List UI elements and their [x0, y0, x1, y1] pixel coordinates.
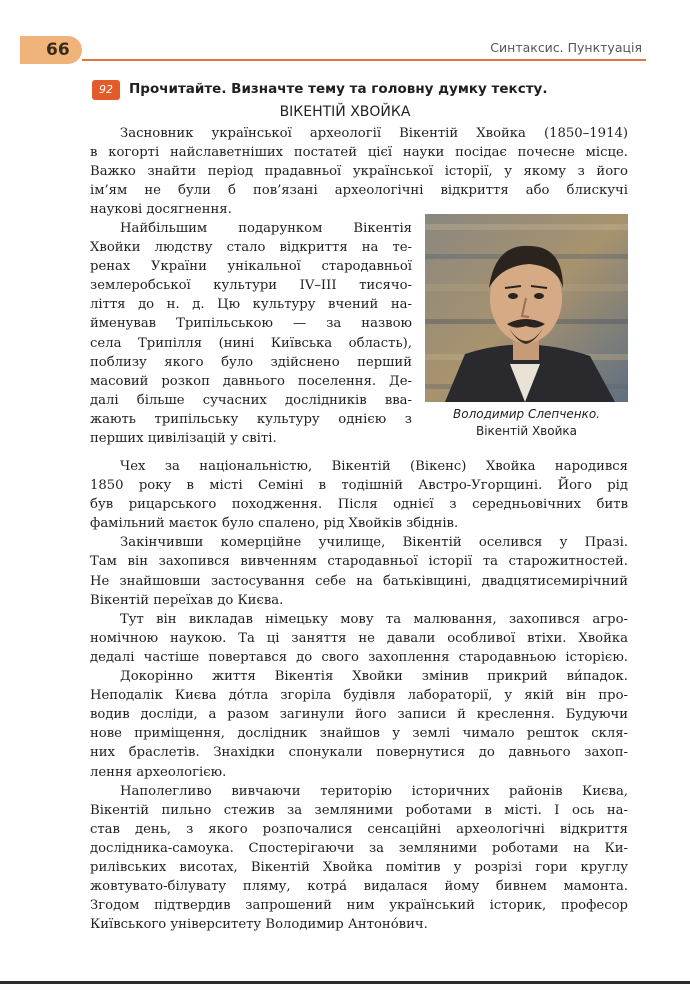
text-line: Засновник української археології Вікентій Хвойка (1850–1914)	[120, 126, 628, 141]
text-line: жають трипільську культуру однією з	[90, 411, 412, 427]
text-line: Згодом підтвердив запрошений ним український історик, професор	[90, 898, 628, 914]
text-line: поблизу якого було здійснено перший	[90, 354, 412, 370]
text-line: Там він захопився вивченням стародавньої історії та старожитностей.	[90, 554, 628, 570]
text-line: наукові досягнення.	[90, 202, 232, 218]
text-line: жовтувато-білувату пляму, котра́ видалася йому бивнем мамонта.	[90, 879, 628, 895]
text-line: перших цивілізацій у світі.	[90, 431, 277, 447]
text-line: рилівських висотах, Вікентій Хвойка помітив у розрізі гори круглу	[90, 859, 628, 875]
task-instruction: Прочитайте. Визначте тему та головну думку тексту.	[129, 81, 548, 97]
page-number-tab	[20, 36, 82, 64]
text-line: Не знайшовши застосування себе на батьківщині, двадцятисемирічний	[90, 573, 628, 589]
text-line: Найбільшим подарунком Вікентія	[120, 221, 412, 236]
portrait-image	[425, 214, 628, 402]
text-line: був рицарського походження. Після однієї з середньовічних битв	[90, 497, 628, 513]
text-title: ВІКЕНТІЙ ХВОЙКА	[279, 104, 411, 120]
text-line: далі більше сучасних дослідників вва-	[90, 392, 412, 408]
caption-author: Володимир Слепченко.	[453, 407, 600, 421]
paragraph-intro	[90, 124, 628, 219]
text-line: став день, з якого розпочалися сенсаційні археологічні відкриття	[90, 821, 628, 837]
paragraphs-biography	[90, 457, 628, 934]
text-line: Вікентій переїхав до Києва.	[90, 592, 284, 608]
text-line: Тут він викладав німецьку мову та малювання, захопився агро-	[120, 611, 628, 627]
text-line: йменував Трипільською — за назвою	[90, 316, 412, 332]
text-line: масовий розкоп давнього поселення. Де-	[90, 373, 412, 389]
text-line: Київського університету Володимир Антоно́вич.	[90, 917, 428, 933]
text-line: Докорінно життя Вікентія Хвойки змінив прикрий ви́падок.	[120, 669, 628, 685]
task-heading	[92, 80, 650, 102]
caption-subject: Вікентій Хвойка	[475, 424, 577, 438]
text-line: 1850 року в місті Семіні в тодішній Австро-Угорщині. Його рід	[90, 478, 628, 494]
task-number-badge: 92	[92, 80, 120, 100]
text-line: них браслетів. Знахідки спонукали повернутися до давнього захоп-	[90, 745, 628, 761]
page-bottom-rule	[0, 981, 690, 984]
text-line: фамільний маєток було спалено, рід Хвойків збіднів.	[90, 516, 459, 532]
text-line: дослідника-самоука. Спостерігаючи за земляними роботами на Ки-	[90, 840, 628, 856]
text-line: нове приміщення, дослідник знайшов у землі чимало решток скля-	[90, 726, 628, 742]
text-line: Наполегливо вивчаючи територію історичних районів Києва,	[120, 783, 628, 799]
portrait-caption	[425, 406, 628, 440]
text-line: в когорті найславетніших постатей цієї науки посідає почесне місце.	[90, 145, 628, 161]
text-line: водив досліди, а разом загинули його записи й креслення. Будуючи	[90, 707, 628, 723]
page-header	[0, 36, 690, 66]
text-line: Хвойки людству стало відкриття на те-	[90, 240, 412, 256]
text-line: Чех за національністю, Вікентій (Вікенс) Хвойка народився	[120, 459, 628, 474]
text-line: лення археологією.	[90, 764, 227, 780]
text-line: номічною наукою. Та ці заняття не давали особливої втіхи. Хвойка	[90, 630, 628, 646]
text-line: ім’ям не були б пов’язані археологічні відкриття або блискучі	[90, 183, 628, 199]
text-line: землеробської культури IV–III тисячо-	[90, 278, 412, 294]
text-line: дедалі частіше повертався до свого захоплення стародавньою історією.	[90, 649, 628, 665]
text-line: ренах України унікальної стародавньої	[90, 259, 412, 275]
text-line: Вікентій пильно стежив за земляними роботами в місті. І ось на-	[90, 802, 628, 818]
portrait-painting	[425, 214, 628, 402]
paragraph-trypillia	[90, 219, 412, 448]
text-line: ліття до н. д. Цю культуру вчений на-	[90, 297, 412, 313]
text-line: Неподалік Києва до́тла згоріла будівля лабораторії, у якій він про-	[90, 688, 628, 704]
section-title: Синтаксис. Пунктуація	[490, 40, 642, 55]
page-number: 66	[46, 40, 70, 60]
text-line: села Трипілля (нині Київська область),	[90, 335, 412, 351]
text-line: Важко знайти період прадавньої української історії, у якому з його	[90, 164, 628, 180]
header-rule	[82, 59, 646, 61]
text-line: Закінчивши комерційне училище, Вікентій оселився у Празі.	[120, 535, 628, 551]
